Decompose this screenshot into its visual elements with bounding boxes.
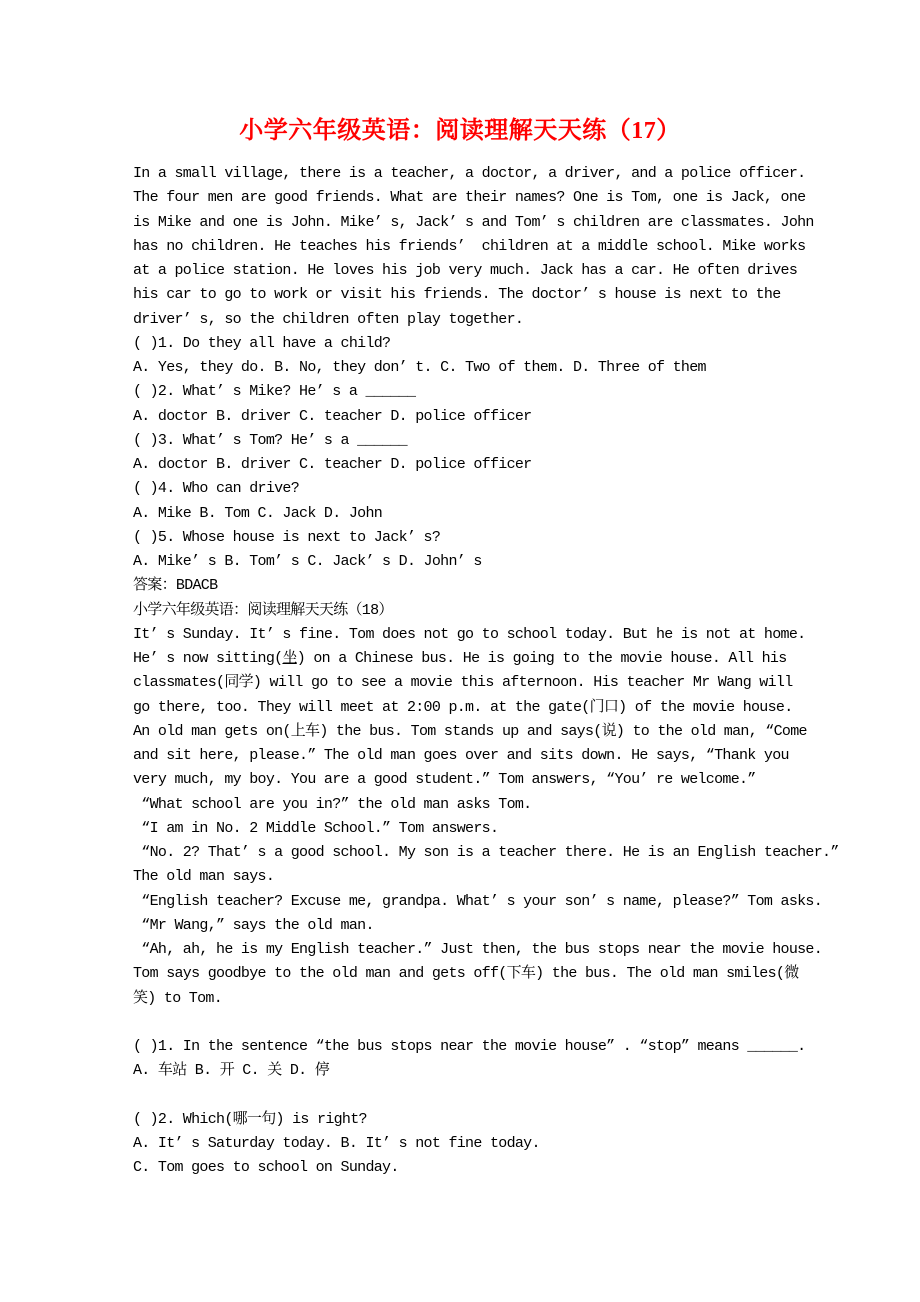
- document-lines: [133, 162, 839, 1181]
- text-line: It’ s Sunday. It’ s fine. Tom does not go to school today. But he is not at home.: [133, 625, 806, 643]
- text-line: ( )2. What’ s Mike? He’ s a ______: [133, 383, 416, 401]
- text-line: The four men are good friends. What are their names? One is Tom, one is Jack, one: [133, 189, 806, 207]
- page-title: 小学六年级英语：阅读理解天天练（17）: [239, 118, 681, 144]
- text-line: very much, my boy. You are a good student.” Tom answers, “You’ re welcome.”: [133, 771, 756, 789]
- text-line: and sit here, please.” The old man goes over and sits down. He says, “Thank you: [133, 747, 789, 764]
- text-line: 答案：BDACB: [133, 577, 218, 595]
- text-line: go there, too. They will meet at 2:00 p.m. at the gate(门口) of the movie house.: [133, 698, 793, 716]
- text-line: driver’ s, so the children often play together.: [133, 310, 524, 328]
- text-line: A. Mike’ s B. Tom’ s C. Jack’ s D. John’ s: [133, 553, 482, 570]
- text-line: A. Yes, they do. B. No, they don’ t. C. Two of them. D. Three of them: [133, 359, 706, 376]
- text-line: his car to go to work or visit his friends. The doctor’ s house is next to the: [133, 286, 781, 304]
- text-line: A. doctor B. driver C. teacher D. police officer: [133, 456, 532, 473]
- text-line: “I am in No. 2 Middle School.” Tom answers.: [133, 819, 499, 837]
- text-line: at a police station. He loves his job very much. Jack has a car. He often drives: [133, 262, 798, 279]
- text-line: A. It’ s Saturday today. B. It’ s not fine today.: [133, 1135, 540, 1152]
- text-line: 笑) to Tom.: [133, 989, 223, 1007]
- text-line: classmates(同学) will go to see a movie this afternoon. His teacher Mr Wang will: [133, 674, 793, 692]
- text-line: is Mike and one is John. Mike’ s, Jack’ s and Tom’ s children are classmates. John: [133, 213, 814, 231]
- text-line: ( )3. What’ s Tom? He’ s a ______: [133, 431, 407, 449]
- text-line: A. Mike B. Tom C. Jack D. John: [133, 504, 383, 522]
- text-line: [133, 1084, 833, 1108]
- text-line: “No. 2? That’ s a good school. My son is a teacher there. He is an English teacher.”: [133, 844, 839, 861]
- text-line: has no children. He teaches his friends’ children at a middle school. Mike works: [133, 237, 806, 255]
- text-line: “English teacher? Excuse me, grandpa. What’ s your son’ s name, please?” Tom asks.: [133, 892, 823, 910]
- text-line: In a small village, there is a teacher, a doctor, a driver, and a police officer.: [133, 165, 806, 182]
- text-line: “What school are you in?” the old man asks Tom.: [133, 795, 532, 813]
- text-line: C. Tom goes to school on Sunday.: [133, 1159, 399, 1177]
- text-line: The old man says.: [133, 868, 275, 886]
- text-line: 小学六年级英语：阅读理解天天练（18）: [133, 601, 393, 619]
- text-line: ( )5. Whose house is next to Jack’ s?: [133, 528, 441, 546]
- text-line: “Ah, ah, he is my English teacher.” Just then, the bus stops near the movie house.: [133, 941, 823, 958]
- text-line: ( )4. Who can drive?: [133, 480, 300, 498]
- text-line: Tom says goodbye to the old man and gets off(下车) the bus. The old man smiles(微: [133, 965, 799, 983]
- text-line: [133, 1011, 833, 1035]
- text-line: “Mr Wang,” says the old man.: [133, 916, 374, 934]
- text-line: ( )2. Which(哪一句) is right?: [133, 1110, 367, 1128]
- text-line: ( )1. In the sentence “the bus stops near the movie house” . “stop” means ______.: [133, 1038, 806, 1055]
- text-line: He’ s now sitting(坐) on a Chinese bus. He is going to the movie house. All his: [133, 650, 787, 667]
- text-line: A. 车站 B. 开 C. 关 D. 停: [133, 1062, 330, 1080]
- text-line: ( )1. Do they all have a child?: [133, 334, 391, 352]
- text-line: An old man gets on(上车) the bus. Tom stands up and says(说) to the old man, “Come: [133, 722, 807, 740]
- text-line: A. doctor B. driver C. teacher D. police officer: [133, 407, 532, 425]
- underlined-word: 坐: [282, 650, 297, 667]
